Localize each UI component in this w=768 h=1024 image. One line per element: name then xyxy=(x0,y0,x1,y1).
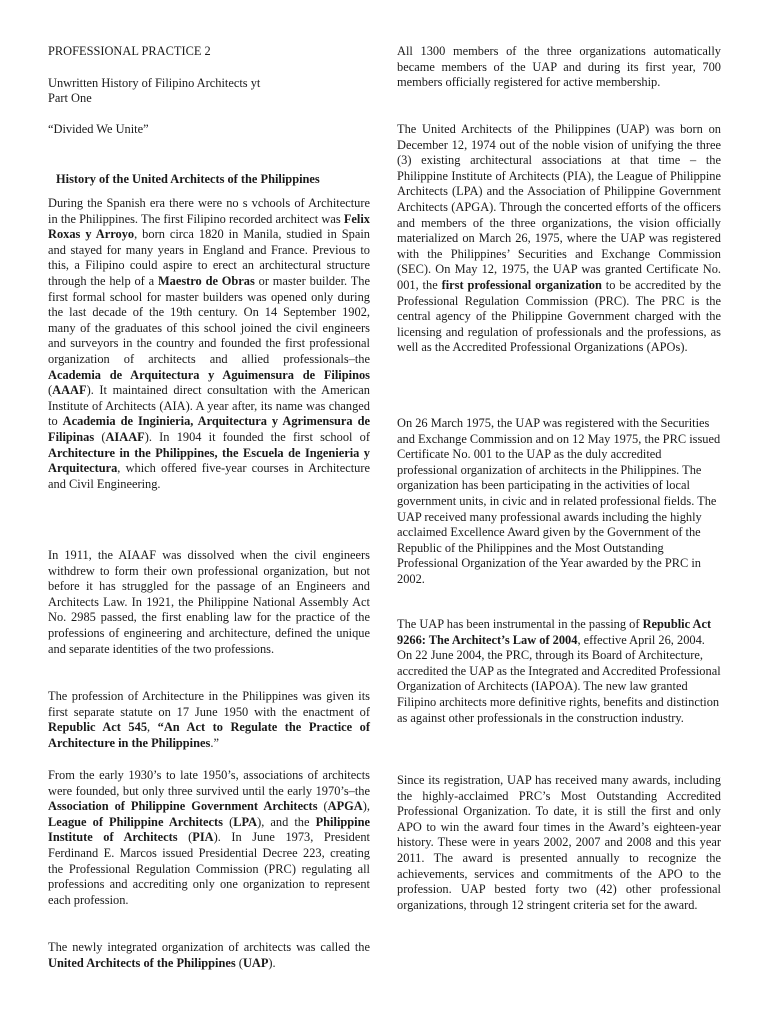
paragraph-uap-founding: The United Architects of the Philippines (UAP) was born on December 12, 1974 out of the noble vision of unifying the three (3) existing architectural associations at that time – the Philippine Institute of Architects (PIA), the League of Philippine Architects (LPA) and the Association of Philippine Government Architects (APGA). Through the concerted efforts of the officers and members of the three organizations, the vision officially materialized on March 26, 1975, where the UAP was registered with the Philippines’ Securities and Exchange Commission (SEC). On May 12, 1975, the UAP was granted Certificate No. 001, the first professional organization to be accredited by the Professional Regulation Commission (PRC). The PRC is the central agency of the Philippine Government charged with the licensing and regulation of professionals and the professions, as well as the Accredited Professional Organizations (APOs). xyxy=(397,122,721,355)
document-motto: “Divided We Unite” xyxy=(48,122,149,136)
paragraph-awards: Since its registration, UAP has received many awards, including the highly-acclaimed PRC’s Most Outstanding Accredited Professional Organization. To date, it is still the first and only APO to win the award four times in the Award’s eighteen-year history. These were in years 2002, 2007 and 2008 and this year 2011. The award is presented annually to recognize the achievements, services and commitments of the APO to the profession. UAP bested forty two (42) other professional organizations, through 12 stringent criteria set for the award. xyxy=(397,773,721,912)
paragraph-members: All 1300 members of the three organizations automatically became members of the UAP and during its first year, 700 members officially registered for active membership. xyxy=(397,44,721,90)
paragraph-ra-545: The profession of Architecture in the Philippines was given its first separate statute on 17 June 1950 with the enactment of Republic Act 545, “An Act to Regulate the Practice of Architecture in the Philippines.” xyxy=(48,689,370,750)
paragraph-ra-9266: The UAP has been instrumental in the passing of Republic Act 9266: The Architect’s Law of 2004, effective April 26, 2004. On 22 June 2004, the PRC, through its Board of Architecture, accredited the UAP as the Integrated and Accredited Professional Organization of Architects (IAPOA). The new law granted Filipino architects more definitive rights, benefits and distinction as against other professionals in the construction industry. xyxy=(397,617,721,725)
course-title: PROFESSIONAL PRACTICE 2 xyxy=(48,44,211,58)
paragraph-aiaaf-dissolved: In 1911, the AIAAF was dissolved when the civil engineers withdrew to form their own professional organization, but not before it has struggled for the passage of an Engineers and Architects Law. In 1921, the Philippine National Assembly Act No. 2985 passed, the first enabling law for the practice of the professions of engineering and architecture, defined the unique and separate identities of the two professions. xyxy=(48,548,370,656)
paragraph-spanish-era: During the Spanish era there were no s vchools of Architecture in the Philippines. The first Filipino recorded architect was Felix Roxas y Arroyo, born circa 1820 in Manila, studied in Spain and stayed for many years in England and France. Previous to this, a Filipino could aspire to erect an architectural structure through the help of a Maestro de Obras or master builder. The first formal school for master builders was opened only during the last decade of the 19th century. On 14 September 1902, many of the graduates of this school joined the civil engineers and surveyors in the country and founded the first professional organization of architects and allied professionals–the Academia de Arquitectura y Aguimensura de Filipinos (AAAF). It maintained direct consultation with the American Institute of Architects (AIA). A year after, its name was changed to Academia de Inginieria, Arquitectura y Agrimensura de Filipinas (AIAAF). In 1904 it founded the first school of Architecture in the Philippines, the Escuela de Ingenieria y Arquitectura, which offered five-year courses in Architecture and Civil Engineering. xyxy=(48,196,370,491)
document-part: Part One xyxy=(48,91,92,105)
paragraph-associations: From the early 1930’s to late 1950’s, associations of architects were founded, but only three survived until the early 1970’s–the Association of Philippine Government Architects (APGA), League of Philippine Architects (LPA), and the Philippine Institute of Architects (PIA). In June 1973, President Ferdinand E. Marcos issued Presidential Decree 223, creating the Professional Regulation Commission (PRC) regulating all professions and accrediting only one organization to represent each profession. xyxy=(48,768,370,907)
document-subtitle: Unwritten History of Filipino Architects yt xyxy=(48,76,261,90)
paragraph-uap-named: The newly integrated organization of architects was called the United Architects of the Philippines (UAP). xyxy=(48,940,370,970)
paragraph-sec-registration: On 26 March 1975, the UAP was registered with the Securities and Exchange Commission and on 12 May 1975, the PRC issued Certificate No. 001 to the UAP as the duly accredited professional organization of architects in the Philippines. The organization has been participating in the activities of local government units, in civic and in related professional fields. The UAP received many professional awards including the highly acclaimed Excellence Award given by the Government of the Republic of the Philippines and the Most Outstanding Professional Organization of the Year awarded by the PRC in 2002. xyxy=(397,416,721,586)
section-heading: History of the United Architects of the Philippines xyxy=(56,172,320,186)
